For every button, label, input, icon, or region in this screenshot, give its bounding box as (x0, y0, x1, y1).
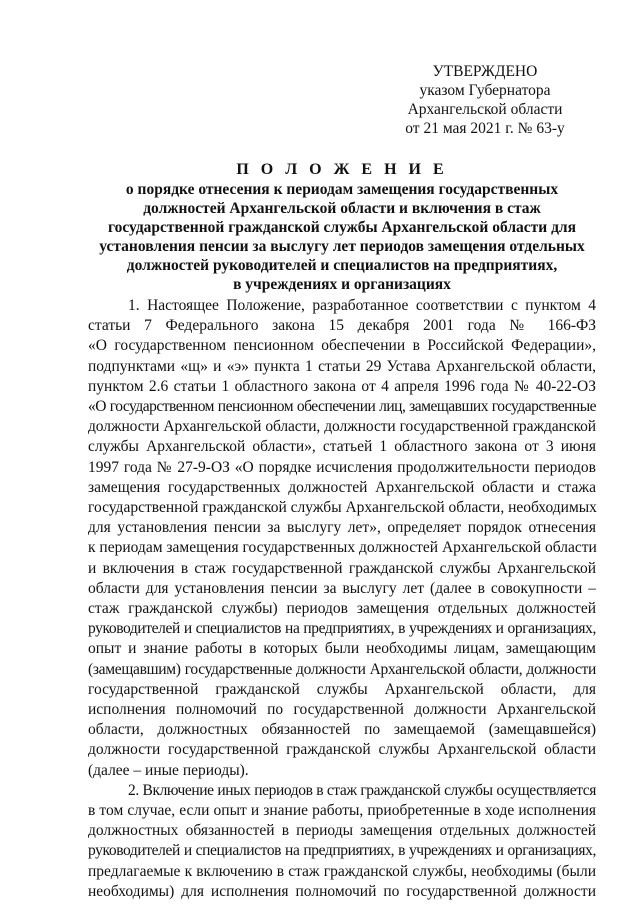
text-line: 2. Включение иных периодов в стаж гражданской службы осуществляется (128, 781, 596, 799)
text-line: «О государственном пенсионном обеспечении в Российской Федерации», (88, 337, 596, 355)
text-line: 1. Настоящее Положение, разработанное соответствии с пунктом 4 (128, 297, 596, 314)
subtitle-line: должностей Архангельской области и включения в стаж (143, 200, 541, 217)
text-line: статьи 7 Федерального закона 15 декабря 2001 года № 166-ФЗ (88, 317, 596, 335)
text-line: «О государственном пенсионном обеспечении лиц, замещавших государственные (88, 398, 596, 416)
text-line: руководителей и специалистов на предприятиях, в учреждениях и организациях, (88, 620, 596, 638)
text-line: руководителей и специалистов на предприятиях, в учреждениях и организациях, (88, 842, 596, 860)
document-body (88, 296, 596, 902)
text-line: должности государственной гражданской службы Архангельской области (88, 741, 596, 759)
subtitle-line: государственной гражданской службы Архангельской области для (107, 219, 577, 236)
text-line: службы Архангельской области», статьей 1 областного закона от 3 июня (88, 438, 596, 456)
text-line: области, должностных обязанностей по замещаемой (замещавшейся) (88, 721, 596, 739)
text-line: должностных обязанностей в периоды замещения отдельных должностей (88, 822, 596, 840)
text-line: необходимы) для исполнения полномочий по государственной должности (88, 882, 596, 900)
text-line: и включения в стаж государственной гражданской службы Архангельской (88, 559, 596, 577)
text-line: (замещавшим) государственные должности Архангельской области, должности (88, 660, 596, 678)
text-line: государственной гражданской службы Архангельской области, для (88, 680, 596, 698)
approval-stamp (380, 62, 590, 138)
text-line: опыт и знание работы в которых были необходимы лицам, замещающим (88, 640, 596, 658)
subtitle-line: установления пенсии за выслугу лет периодов замещения отдельных (99, 238, 585, 255)
approval-line: УТВЕРЖДЕНО (432, 63, 538, 80)
text-line: пунктом 2.6 статьи 1 областного закона от 4 апреля 1996 года № 40-22-ОЗ (88, 377, 596, 395)
text-line: должности Архангельской области, должности государственной гражданской (88, 418, 596, 436)
text-line: государственной гражданской службы Архангельской области, необходимых (88, 499, 597, 517)
text-line: предлагаемые к включению в стаж гражданской службы, необходимы (были (88, 862, 596, 880)
approval-line: Архангельской области (407, 101, 563, 118)
text-line: в том случае, если опыт и знание работы, приобретенные в ходе исполнения (88, 802, 596, 820)
text-line: стаж гражданской службы) периодов замещения отдельных должностей (88, 600, 596, 618)
text-line: исполнения полномочий по государственной должности Архангельской (88, 701, 596, 719)
title-block (88, 160, 596, 294)
subtitle-line: в учреждениях и организациях (233, 276, 451, 293)
text-line: (далее – иные периоды). (88, 761, 249, 779)
text-line: 1997 года № 27-9-ОЗ «О порядке исчисления продолжительности периодов (88, 458, 596, 476)
text-line: замещения государственных должностей Архангельской области и стажа (88, 478, 596, 496)
text-line: для установления пенсии за выслугу лет», определяет порядок отнесения (88, 519, 596, 537)
approval-line: указом Губернатора (419, 82, 551, 99)
document-title: П О Л О Ж Е Н И Е (236, 161, 448, 178)
subtitle-line: о порядке отнесения к периодам замещения государственных (125, 181, 559, 198)
approval-line: от 21 мая 2021 г. № 63-у (405, 120, 565, 137)
text-line: подпунктами «щ» и «э» пункта 1 статьи 29 Устава Архангельской области, (88, 357, 596, 375)
paragraph-2 (88, 781, 596, 902)
text-line: к периодам замещения государственных должностей Архангельской области (88, 539, 597, 557)
subtitle-line: должностей руководителей и специалистов на предприятиях, (126, 257, 558, 274)
text-line: области для установления пенсии за выслугу лет (далее в совокупности – (88, 579, 596, 597)
paragraph-1 (88, 296, 596, 781)
